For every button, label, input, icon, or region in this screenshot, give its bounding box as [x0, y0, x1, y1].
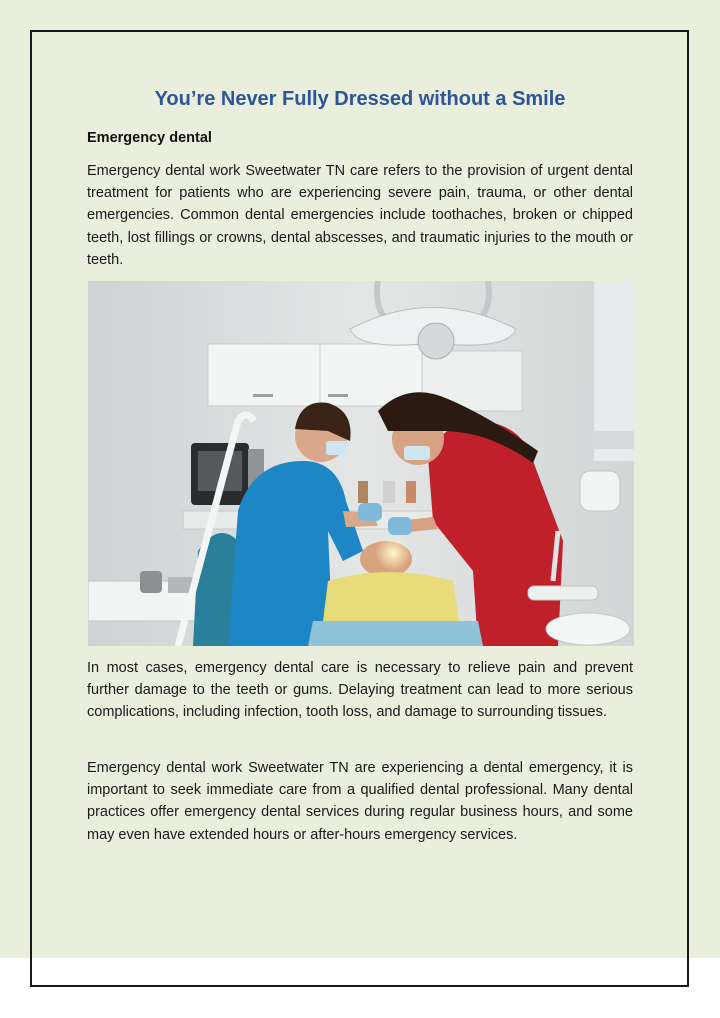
paragraph-services: Emergency dental work Sweetwater TN are experiencing a dental emergency, it is important to seek immediate care from a qualified dental professional. Many dental practices offer emergency dental services during regular business hours, and some may even have extended hours or after-hours emergency services. [87, 760, 633, 843]
document-title: You’re Never Fully Dressed without a Smile [154, 88, 566, 110]
paragraph-care: In most cases, emergency dental care is necessary to relieve pain and prevent further damage to the teeth or gums. Delaying treatment can lead to more serious complications, including infection, tooth loss, and damage to surrounding tissues. [87, 660, 633, 721]
dental-treatment-photo [88, 281, 634, 646]
paragraph-intro: Emergency dental work Sweetwater TN care refers to the provision of urgent dental treatment for patients who are experiencing severe pain, trauma, or other dental emergencies. Common dental emergencies include toothaches, broken or chipped teeth, lost fillings or crowns, dental abscesses, and traumatic injuries to the mouth or teeth. [87, 163, 633, 268]
section-heading: Emergency dental [87, 130, 212, 146]
